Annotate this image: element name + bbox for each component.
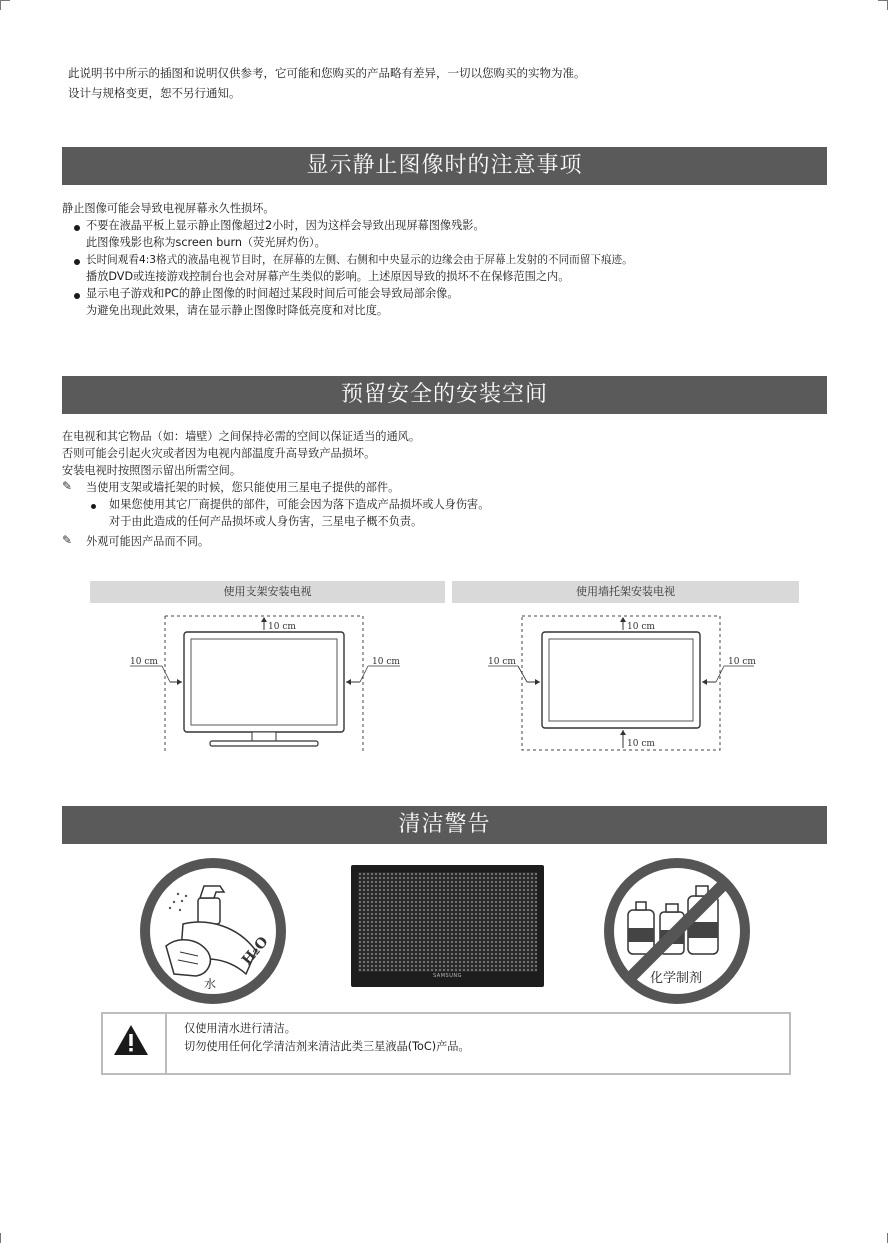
section-title-cleaning: 清洁警告 xyxy=(62,806,827,844)
section1-bullet3-line2: 为避免出现此效果，请在显示静止图像时降低亮度和对比度。 xyxy=(86,304,389,317)
section2-line-3: 安装电视时按照图示留出所需空间。 xyxy=(62,464,242,477)
section1-bullet2-line2: 播放DVD或连接游戏控制台也会对屏幕产生类似的影响。上述原因导致的损坏不在保修范围之内。 xyxy=(86,270,570,283)
warning-line-1: 仅使用清水进行清洁。 xyxy=(184,1022,296,1035)
warning-triangle-icon xyxy=(113,1024,149,1056)
cleaning-water-image xyxy=(138,856,288,1006)
stand-right-label: 10 cm xyxy=(372,657,400,667)
crop-mark xyxy=(0,0,1,10)
pencil-note-icon: ✎ xyxy=(62,533,73,547)
section2-note-2: 外观可能因产品而不同。 xyxy=(86,535,210,548)
wall-right-label: 10 cm xyxy=(728,657,756,667)
wall-top-label: 10 cm xyxy=(627,622,655,632)
pencil-note-icon: ✎ xyxy=(62,479,73,493)
section2-line-1: 在电视和其它物品（如：墙壁）之间保持必需的空间以保证适当的通风。 xyxy=(62,430,421,443)
crop-mark xyxy=(0,0,10,1)
section2-sub-line-2: 对于由此造成的任何产品损坏或人身伤害，三星电子概不负责。 xyxy=(109,515,423,528)
section2-note-1: 当使用支架或墙托架的时候，您只能使用三星电子提供的部件。 xyxy=(86,481,400,494)
intro-line-1: 此说明书中所示的插图和说明仅供参考，它可能和您购买的产品略有差异，一切以您购买的实物为准。 xyxy=(68,66,586,80)
tv-screen xyxy=(358,872,537,972)
section1-bullet1-line1: 不要在液晶平板上显示静止图像超过2小时，因为这样会导致出现屏幕图像残影。 xyxy=(86,219,485,232)
diagram-stand xyxy=(90,604,445,760)
section1-bullet2-line1: 长时间观看4:3格式的液晶电视节目时，在屏幕的左侧、右侧和中央显示的边缘会由于屏幕上发射的不同而留下痕迹。 xyxy=(86,254,633,266)
diagram-wall-header: 使用墙托架安装电视 xyxy=(452,581,799,603)
stand-top-label: 10 cm xyxy=(268,622,296,632)
section2-sub-line-1: 如果您使用其它厂商提供的部件，可能会因为落下造成产品损坏或人身伤害。 xyxy=(109,498,490,511)
h2o-label: H₂O xyxy=(239,933,272,969)
section1-lead: 静止图像可能会导致电视屏幕永久性损坏。 xyxy=(62,202,275,215)
tv-brand-label: SAMSUNG xyxy=(433,973,462,979)
warning-divider xyxy=(165,1012,167,1075)
section2-line-2: 否则可能会引起火灾或者因为电视内部温度升高导致产品损坏。 xyxy=(62,447,376,460)
bullet-icon xyxy=(74,225,80,231)
water-label: 水 xyxy=(204,977,217,991)
wall-bottom-label: 10 cm xyxy=(627,739,655,749)
crop-mark xyxy=(0,1233,1,1243)
bullet-icon xyxy=(91,504,96,509)
bullet-icon xyxy=(74,293,80,299)
bullet-icon xyxy=(74,259,80,265)
warning-line-2: 切勿使用任何化学清洁剂来清洁此类三星液晶(ToC)产品。 xyxy=(184,1040,470,1053)
section1-bullet1-line2: 此图像残影也称为screen burn（荧光屏灼伤）。 xyxy=(86,236,326,249)
diagram-stand-header: 使用支架安装电视 xyxy=(90,581,445,603)
intro-line-2: 设计与规格变更，恕不另行通知。 xyxy=(68,86,241,100)
section-title-still-image: 显示静止图像时的注意事项 xyxy=(62,147,827,185)
stand-left-label: 10 cm xyxy=(130,657,158,667)
wall-left-label: 10 cm xyxy=(488,657,516,667)
diagram-wall xyxy=(452,604,799,760)
chemicals-label: 化学制剂 xyxy=(650,971,703,986)
section-title-install-space: 预留安全的安装空间 xyxy=(62,376,827,414)
cleaning-tv-image xyxy=(351,865,544,987)
cleaning-chemicals-image xyxy=(602,856,752,1006)
section1-bullet3-line1: 显示电子游戏和PC的静止图像的时间超过某段时间后可能会导致局部余像。 xyxy=(86,287,459,300)
